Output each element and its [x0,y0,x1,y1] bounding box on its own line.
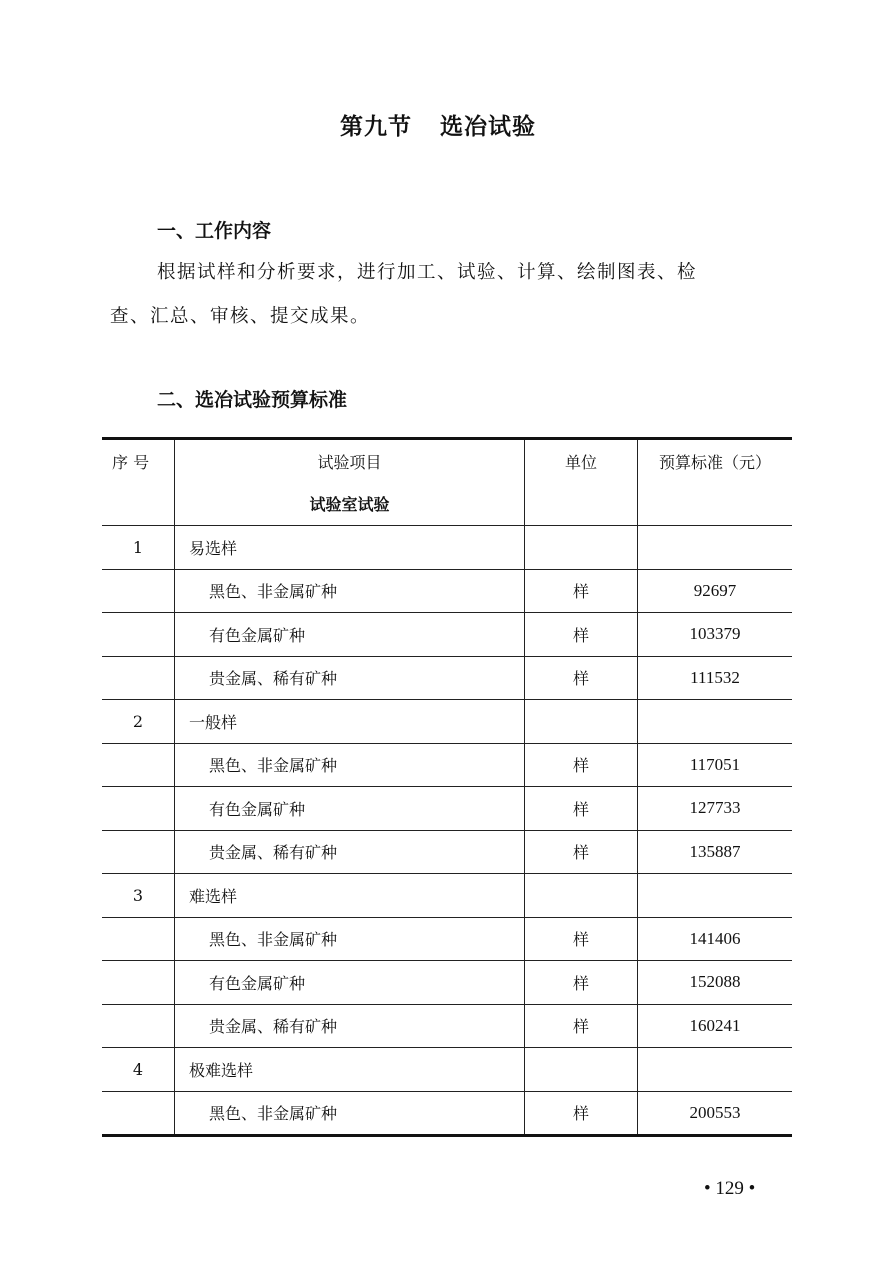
row-item: 难选样 [175,874,525,918]
row-number [102,830,175,874]
row-unit [525,526,638,570]
row-value [638,526,793,570]
row-unit: 样 [525,917,638,961]
row-value: 135887 [638,830,793,874]
header-unit: 单位 [525,439,638,483]
table-row [102,569,792,613]
table-row [102,1004,792,1048]
table-row [102,743,792,787]
row-item: 黑色、非金属矿种 [175,1091,525,1136]
row-item: 试验室试验 [175,483,525,526]
row-value: 152088 [638,961,793,1005]
row-unit: 样 [525,787,638,831]
row-item: 贵金属、稀有矿种 [175,830,525,874]
table-row [102,1048,792,1092]
header-item: 试验项目 [175,439,525,483]
row-unit [525,1048,638,1092]
row-unit [525,874,638,918]
row-value: 103379 [638,613,793,657]
table-row [102,874,792,918]
row-item: 有色金属矿种 [175,613,525,657]
row-unit: 样 [525,830,638,874]
row-unit: 样 [525,613,638,657]
header-value: 预算标准（元） [658,452,771,472]
page-number: • 129 • [704,1178,756,1199]
paragraph-line: 根据试样和分析要求，进行加工、试验、计算、绘制图表、检 [157,262,698,283]
row-number [102,569,175,613]
row-item: 极难选样 [175,1048,525,1092]
table-row [102,613,792,657]
row-number [102,787,175,831]
table-row [102,483,792,526]
table-row [102,656,792,700]
row-unit [525,700,638,744]
section-number: 第九节 [340,113,412,140]
row-value: 200553 [689,1102,741,1122]
table-row [102,830,792,874]
row-value [638,700,793,744]
row-unit: 样 [525,743,638,787]
row-value [638,1048,793,1092]
section-name: 选冶试验 [440,113,536,140]
row-value: 160241 [638,1004,793,1048]
row-unit [525,483,638,526]
table-row [102,526,792,570]
row-number [102,961,175,1005]
row-number: 2 [102,700,175,744]
row-value: 127733 [638,787,793,831]
budget-table [102,437,792,1137]
row-item: 黑色、非金属矿种 [175,743,525,787]
row-number [102,656,175,700]
row-item: 贵金属、稀有矿种 [175,1004,525,1048]
row-item: 一般样 [175,700,525,744]
header-no: 序 号 [102,439,175,483]
row-number: 4 [102,1048,175,1092]
paragraph-line: 查、汇总、审核、提交成果。 [110,306,371,327]
row-unit: 样 [525,961,638,1005]
row-number [102,483,175,526]
table-row [102,700,792,744]
table-header-row [102,439,792,483]
row-value [638,874,793,918]
row-value: 92697 [638,569,793,613]
row-item: 黑色、非金属矿种 [175,569,525,613]
table-row [102,961,792,1005]
table-row [102,787,792,831]
row-value: 111532 [638,656,793,700]
heading-work-content: 一、工作内容 [157,220,272,242]
heading-budget-standard: 二、选冶试验预算标准 [157,389,348,411]
table-row [102,1091,792,1136]
row-item: 有色金属矿种 [175,961,525,1005]
row-unit: 样 [525,1091,638,1136]
row-unit: 样 [525,656,638,700]
table-row [102,917,792,961]
row-number: 1 [102,526,175,570]
row-value: 117051 [638,743,793,787]
row-number [102,743,175,787]
row-number: 3 [102,874,175,918]
row-item: 黑色、非金属矿种 [175,917,525,961]
row-number [102,917,175,961]
row-number [102,1004,175,1048]
row-unit: 样 [525,569,638,613]
row-value [638,483,793,526]
row-number [102,1091,175,1136]
row-value: 141406 [638,917,793,961]
row-item: 贵金属、稀有矿种 [175,656,525,700]
row-number [102,613,175,657]
row-unit: 样 [525,1004,638,1048]
row-item: 易选样 [175,526,525,570]
row-item: 有色金属矿种 [175,787,525,831]
section-title [0,108,876,141]
